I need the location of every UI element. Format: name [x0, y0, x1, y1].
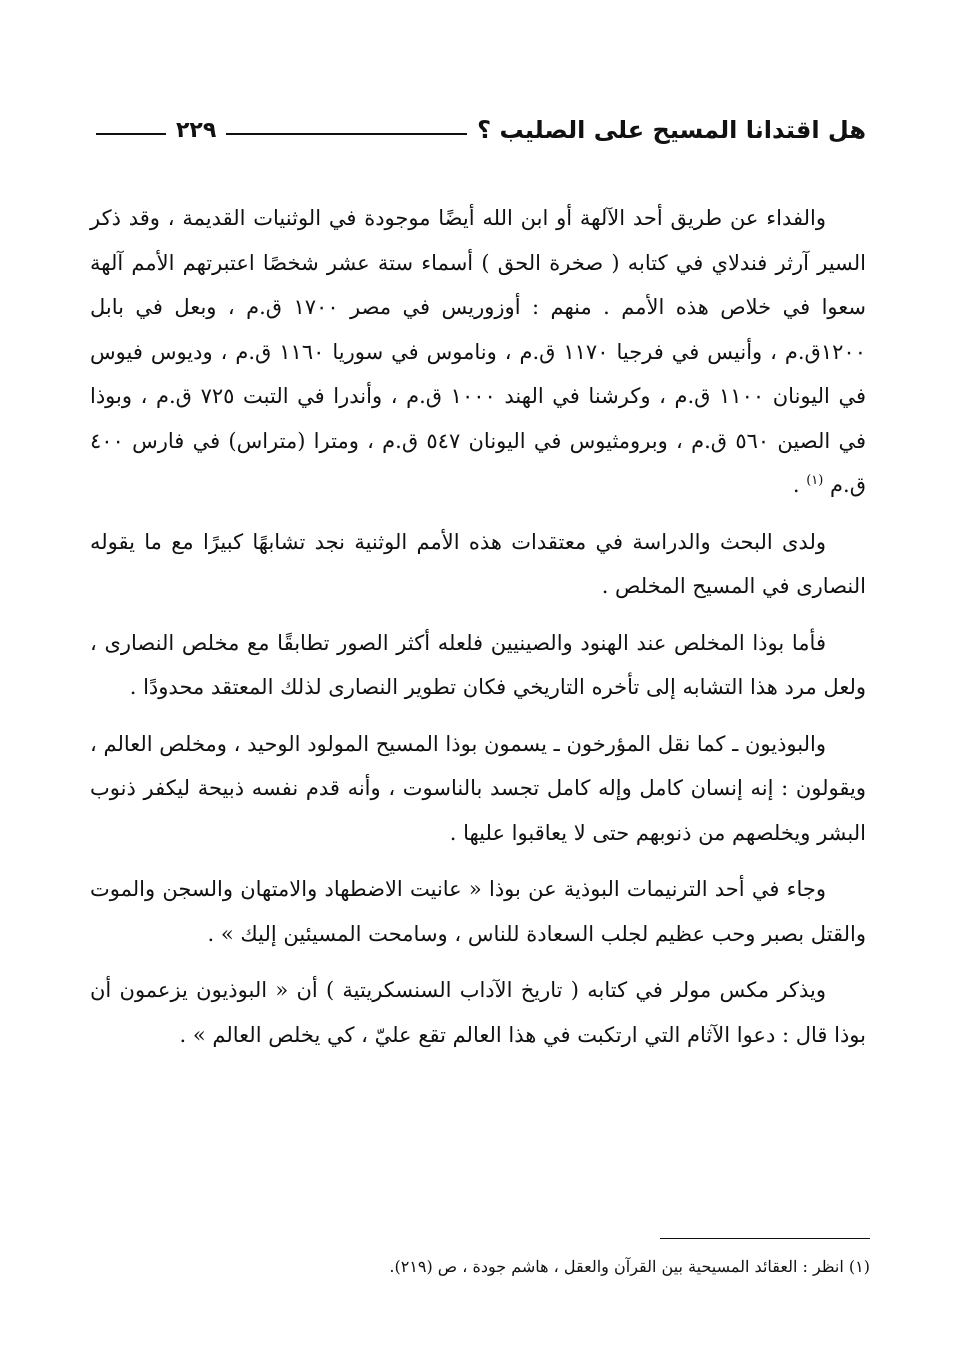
- page-number: ٢٢٩: [176, 117, 217, 143]
- footnote-separator: [660, 1238, 870, 1239]
- paragraph: فأما بوذا المخلص عند الهنود والصينيين فلعله أكثر الصور تطابقًا مع مخلص النصارى ، ولعل مرد هذا التشابه إلى تأخره التاريخي فكان تطوير النصارى لذلك المعتقد محدودًا .: [90, 630, 866, 699]
- paragraph-text: والفداء عن طريق أحد الآلهة أو ابن الله أيضًا موجودة في الوثنيات القديمة ، وقد ذكر السير آرثر فندلاي في كتابه ( صخرة الحق ) أسماء ستة عشر شخصًا اعتبرتهم الأمم آلهة سعوا في خلاص هذه الأمم . منهم : أوزوريس في مصر ١٧٠٠ ق.م ، وبعل في بابل ١٢٠٠ق.م ، وأنيس في فرجيا ١١٧٠ ق.م ، وناموس في سوريا ١١٦٠ ق.م ، وديوس فيوس في اليونان ١١٠٠ ق.م ، وكرشنا في الهند ١٠٠٠ ق.م ، وأندرا في التبت ٧٢٥ ق.م ، وبوذا في الصين ٥٦٠ ق.م ، وبرومثيوس في اليونان ٥٤٧ ق.م ، ومترا (متراس) في فارس ٤٠٠ ق.م: [90, 206, 867, 497]
- paragraph: وجاء في أحد الترنيمات البوذية عن بوذا « عانيت الاضطهاد والامتهان والسجن والموت والقتل بصبر وحب عظيم لجلب السعادة للناس ، وسامحت المسيئين إليك » .: [90, 877, 866, 946]
- header-rule-end: [96, 133, 166, 135]
- body-text: [90, 196, 866, 1069]
- running-title: هل اقتدانا المسيح على الصليب ؟: [477, 116, 866, 144]
- paragraph: ويذكر مكس مولر في كتابه ( تاريخ الآداب السنسكريتية ) أن « البوذيون يزعمون أن بوذا قال : دعوا الآثام التي ارتكبت في هذا العالم تقع عليّ ، كي يخلص العالم » .: [90, 978, 866, 1047]
- footnote: (١) انظر : العقائد المسيحية بين القرآن والعقل ، هاشم جودة ، ص (٢١٩).: [389, 1257, 870, 1276]
- paragraph: ولدى البحث والدراسة في معتقدات هذه الأمم الوثنية نجد تشابهًا كبيرًا مع ما يقوله النصارى في المسيح المخلص .: [90, 529, 866, 598]
- paragraph-tail: .: [792, 473, 807, 497]
- running-header: [86, 110, 866, 150]
- header-rule: [226, 133, 467, 135]
- paragraph: [90, 196, 866, 508]
- paragraph: والبوذيون ـ كما نقل المؤرخون ـ يسمون بوذا المسيح المولود الوحيد ، ومخلص العالم ، ويقولون : إنه إنسان كامل وإله كامل تجسد بالناسوت ، وأنه قدم نفسه ذبيحة ليكفر ذنوب البشر ويخلصهم من ذنوبهم حتى لا يعاقبوا عليها .: [90, 731, 866, 845]
- footnote-reference[interactable]: (١): [806, 473, 824, 488]
